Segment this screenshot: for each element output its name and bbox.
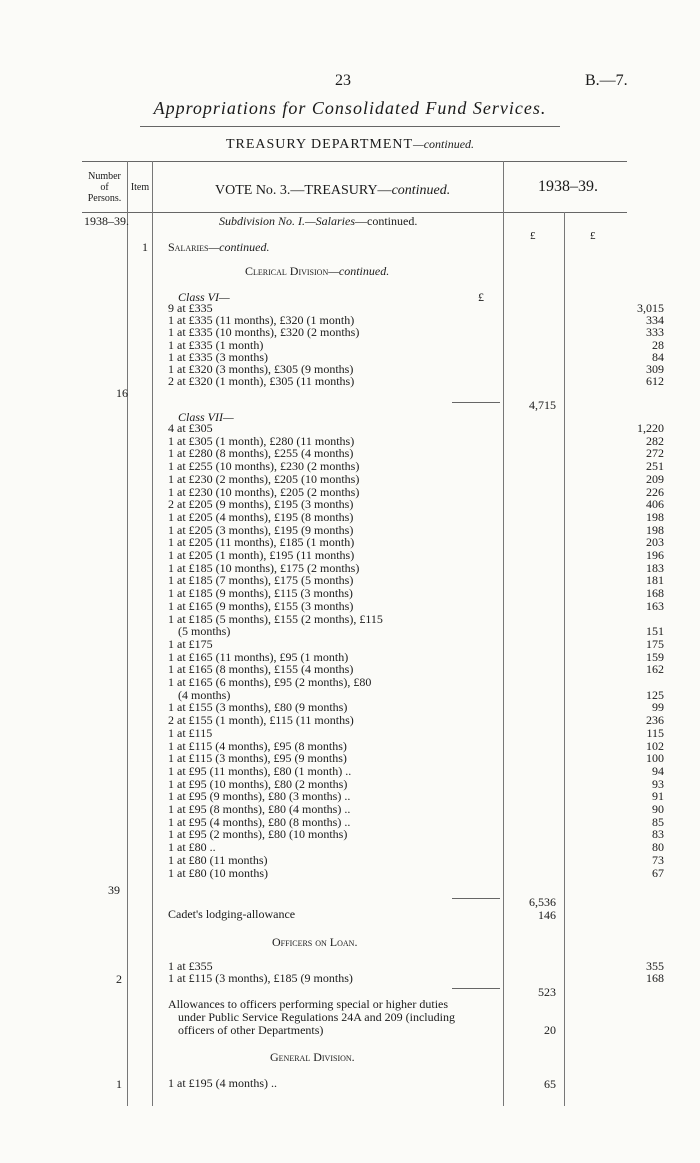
salary-row-text: 1 at £205 (3 months), £195 (9 months) — [168, 522, 354, 537]
salary-row-amount: 175 — [646, 636, 664, 651]
loan-sum-rule — [452, 988, 500, 989]
department-heading: TREASURY DEPARTMENT—continued. — [225, 137, 475, 152]
salary-row-amount: 125 — [646, 687, 664, 702]
salary-row-text: 1 at £165 (6 months), £95 (2 months), £80 — [168, 675, 372, 689]
class-vii-persons: 39 — [108, 883, 120, 897]
salary-row — [168, 789, 664, 804]
salary-row-amount: 198 — [646, 522, 664, 537]
salary-row — [168, 337, 664, 352]
class-vii-heading: Class VII— — [178, 410, 234, 424]
salary-row-amount: 151 — [646, 624, 664, 639]
persons-column-header: Number of Persons. — [87, 171, 122, 204]
salary-row — [168, 725, 664, 740]
general-division-amount: 65 — [544, 1077, 556, 1091]
loan-persons: 2 — [116, 972, 122, 986]
salary-row — [168, 649, 664, 664]
salary-row-text: 1 at £230 (10 months), £205 (2 months) — [168, 484, 360, 499]
class-vi-total: 4,715 — [529, 398, 556, 412]
salary-row-text: 1 at £280 (8 months), £255 (4 months) — [168, 446, 354, 461]
salary-row-amount: 282 — [646, 433, 664, 448]
salary-row — [168, 713, 664, 728]
salary-row-text: 1 at £115 (3 months), £95 (9 months) — [168, 751, 347, 766]
salary-row-text: 1 at £255 (10 months), £230 (2 months) — [168, 459, 360, 474]
general-division-row: 1 at £195 (4 months) .. — [168, 1076, 277, 1090]
subdivision-title: Subdivision No. I.—Salaries—continued. — [219, 214, 418, 228]
allowances-amount: 20 — [544, 1023, 556, 1037]
salary-row-text: 1 at £205 (1 month), £195 (11 months) — [168, 548, 355, 562]
salary-row-amount: 99 — [652, 700, 664, 715]
salary-row-amount: 73 — [652, 852, 664, 867]
salary-row — [168, 676, 371, 688]
clerical-division-heading: Clerical Division—continued. — [245, 264, 390, 278]
salary-row — [168, 522, 664, 537]
page-number: 23 — [335, 72, 351, 89]
salary-row-amount: 236 — [646, 713, 664, 728]
salary-row-text: 1 at £95 (11 months), £80 (1 month) .. — [168, 763, 352, 778]
cadet-allowance-row: Cadet's lodging-allowance — [168, 907, 296, 921]
salary-row — [168, 751, 664, 766]
salary-row-amount: 90 — [652, 802, 664, 816]
table-top-rule — [82, 161, 627, 162]
salary-row — [168, 852, 664, 867]
salary-row — [168, 374, 664, 389]
salary-row — [168, 471, 664, 486]
salary-row — [168, 814, 664, 829]
amount-column-divider — [503, 161, 504, 1106]
loan-total: 523 — [538, 985, 556, 999]
page-title: Appropriations for Consolidated Fund Services. — [153, 98, 547, 118]
salary-row-amount: 196 — [646, 548, 664, 562]
vote-title: VOTE No. 3.—TREASURY—continued. — [215, 183, 451, 198]
salary-row-text: 1 at £95 (8 months), £80 (4 months) .. — [168, 802, 351, 816]
class-vii-total: 6,536 — [529, 895, 556, 909]
salary-row-text: 1 at £115 (4 months), £95 (8 months) — [168, 738, 347, 753]
salary-row-text: 1 at £165 (9 months), £155 (3 months) — [168, 598, 354, 613]
salary-row-amount: 181 — [646, 573, 664, 588]
salary-row — [168, 459, 664, 474]
salary-row — [168, 586, 664, 601]
salary-row-text: 1 at £335 (3 months) — [168, 349, 268, 364]
salary-row-text: 1 at £80 .. — [168, 840, 216, 855]
salary-row-text: 1 at £95 (9 months), £80 (3 months) .. — [168, 789, 351, 804]
salary-row — [168, 535, 664, 550]
salary-row — [168, 325, 664, 340]
salary-row — [168, 560, 664, 575]
salary-row-amount: 3,015 — [637, 301, 664, 315]
salary-row-text: 1 at £335 (1 month) — [168, 337, 264, 352]
salary-row — [168, 738, 664, 753]
salary-row — [168, 662, 664, 677]
salary-row-amount: 80 — [652, 840, 664, 855]
salary-row — [178, 624, 664, 639]
salary-row — [168, 827, 664, 842]
class-vi-heading: Class VI— — [178, 290, 230, 304]
salary-row-text: 1 at £165 (8 months), £155 (4 months) — [168, 662, 354, 677]
salary-row-text: 1 at £230 (2 months), £205 (10 months) — [168, 471, 360, 486]
salary-row-amount: 168 — [646, 586, 664, 601]
salary-row-amount: 334 — [646, 313, 664, 328]
salary-row — [168, 598, 664, 613]
salary-row-amount: 102 — [646, 738, 664, 753]
salary-row — [168, 548, 664, 562]
item-column-divider — [152, 161, 153, 1106]
table-head-rule — [82, 212, 627, 213]
class-vii-sum-rule — [452, 898, 500, 899]
pound-sign-detail: £ — [478, 290, 484, 304]
salary-row-text: 1 at £335 (11 months), £320 (1 month) — [168, 313, 355, 328]
salary-row-amount: 251 — [646, 459, 664, 474]
salary-row-text: 2 at £155 (1 month), £115 (11 months) — [168, 713, 354, 728]
persons-year-label: 1938–39. — [84, 214, 129, 228]
salary-row-text: 1 at £185 (9 months), £115 (3 months) — [168, 586, 353, 601]
salary-row-amount: 83 — [652, 827, 664, 842]
salaries-heading: Salaries—continued. — [168, 240, 270, 254]
salary-row-text: 1 at £155 (3 months), £80 (9 months) — [168, 700, 348, 715]
salary-row-amount: 333 — [646, 325, 664, 340]
salary-row — [168, 636, 664, 651]
salary-row-amount: 226 — [646, 484, 664, 499]
salary-row — [168, 573, 664, 588]
item-column-header: Item — [130, 182, 150, 193]
salary-row-amount: 163 — [646, 598, 664, 613]
salary-row-amount: 406 — [646, 497, 664, 512]
salary-row-text: (4 months) — [178, 687, 231, 702]
loan-row: 1 at £355 355 — [168, 959, 664, 973]
salary-row-text: 1 at £175 — [168, 636, 213, 651]
salary-row — [168, 613, 383, 625]
salary-row-amount: 162 — [646, 662, 664, 677]
salary-row — [168, 763, 664, 778]
cadet-allowance-amount: 146 — [538, 908, 556, 922]
salary-row-text: 1 at £205 (11 months), £185 (1 month) — [168, 535, 355, 550]
year-header: 1938–39. — [538, 178, 598, 195]
salary-row — [168, 313, 664, 328]
salary-row-amount: 198 — [646, 509, 664, 524]
general-division-heading: General Division. — [270, 1050, 355, 1064]
salary-row-text: 2 at £205 (9 months), £195 (3 months) — [168, 497, 354, 512]
allowances-line: officers of other Departments) — [178, 1023, 324, 1037]
salary-row-amount: 93 — [652, 776, 664, 791]
salary-row-text: 2 at £320 (1 month), £305 (11 months) — [168, 374, 355, 389]
salary-row-amount: 309 — [646, 362, 664, 376]
salary-row-amount: 100 — [646, 751, 664, 766]
general-division-persons: 1 — [116, 1077, 122, 1091]
salary-row-amount: 94 — [652, 763, 664, 778]
salary-row-text: 1 at £185 (5 months), £155 (2 months), £115 — [168, 611, 383, 626]
salary-row — [168, 484, 664, 499]
document-reference: B.—7. — [585, 72, 628, 89]
salary-row — [168, 802, 664, 816]
salary-row — [168, 497, 664, 512]
salary-row-text: 1 at £165 (11 months), £95 (1 month) — [168, 649, 349, 664]
pound-sign-subtotal: £ — [530, 230, 536, 242]
salary-row-text: 1 at £335 (10 months), £320 (2 months) — [168, 325, 360, 340]
salary-row-amount: 85 — [652, 814, 664, 829]
salary-row-text: 1 at £185 (10 months), £175 (2 months) — [168, 560, 360, 575]
salary-row — [168, 433, 664, 448]
salary-row-amount: 1,220 — [637, 421, 664, 435]
total-column-divider — [564, 212, 565, 1106]
salary-row-amount: 159 — [646, 649, 664, 664]
salary-row — [168, 865, 664, 880]
salary-row — [168, 446, 664, 461]
salary-row-text: 1 at £95 (10 months), £80 (2 months) — [168, 776, 348, 791]
class-vi-sum-rule — [452, 402, 500, 403]
salary-row-amount: 272 — [646, 446, 664, 461]
salary-row — [168, 700, 664, 715]
allowances-line: under Public Service Regulations 24A and 209 (including — [178, 1010, 455, 1024]
salary-row-text: 1 at £80 (10 months) — [168, 865, 268, 880]
salary-row-amount: 612 — [646, 374, 664, 389]
salary-row — [168, 840, 664, 855]
salary-row-amount: 67 — [652, 865, 664, 880]
salary-row-amount: 28 — [652, 337, 664, 352]
salary-row-text: 1 at £320 (3 months), £305 (9 months) — [168, 362, 354, 376]
salary-row-amount: 115 — [646, 725, 664, 740]
salary-row — [168, 349, 664, 364]
class-vi-persons: 16 — [116, 386, 128, 400]
officers-on-loan-heading: Officers on Loan. — [272, 935, 358, 949]
loan-row: 1 at £115 (3 months), £185 (9 months) 168 — [168, 971, 664, 985]
salary-row — [168, 362, 664, 376]
allowances-line: Allowances to officers performing special or higher duties — [168, 997, 449, 1011]
salary-row-text: 1 at £115 — [168, 725, 213, 740]
salary-row-amount: 91 — [652, 789, 664, 804]
salary-row-text: 1 at £95 (2 months), £80 (10 months) — [168, 827, 348, 842]
salary-row — [168, 301, 664, 315]
salary-row-amount: 209 — [646, 471, 664, 486]
salary-row-text: 1 at £185 (7 months), £175 (5 months) — [168, 573, 354, 588]
salary-row — [168, 509, 664, 524]
title-rule — [140, 126, 560, 127]
salary-row-amount: 84 — [652, 349, 664, 364]
salary-row-text: 1 at £205 (4 months), £195 (8 months) — [168, 509, 354, 524]
salary-row-text: 1 at £305 (1 month), £280 (11 months) — [168, 433, 355, 448]
salary-row — [168, 776, 664, 791]
item-number: 1 — [142, 240, 148, 254]
persons-column-divider — [127, 161, 128, 1106]
salary-row-text: 1 at £80 (11 months) — [168, 852, 268, 867]
pound-sign-total: £ — [590, 230, 596, 242]
salary-row — [168, 421, 664, 435]
salary-row-text: (5 months) — [178, 624, 231, 639]
salary-row-amount: 183 — [646, 560, 664, 575]
salary-row-amount: 203 — [646, 535, 664, 550]
salary-row-text: 4 at £305 — [168, 421, 213, 435]
salary-row-text: 9 at £335 — [168, 301, 213, 315]
salary-row-text: 1 at £95 (4 months), £80 (8 months) .. — [168, 814, 351, 829]
salary-row — [178, 687, 664, 702]
